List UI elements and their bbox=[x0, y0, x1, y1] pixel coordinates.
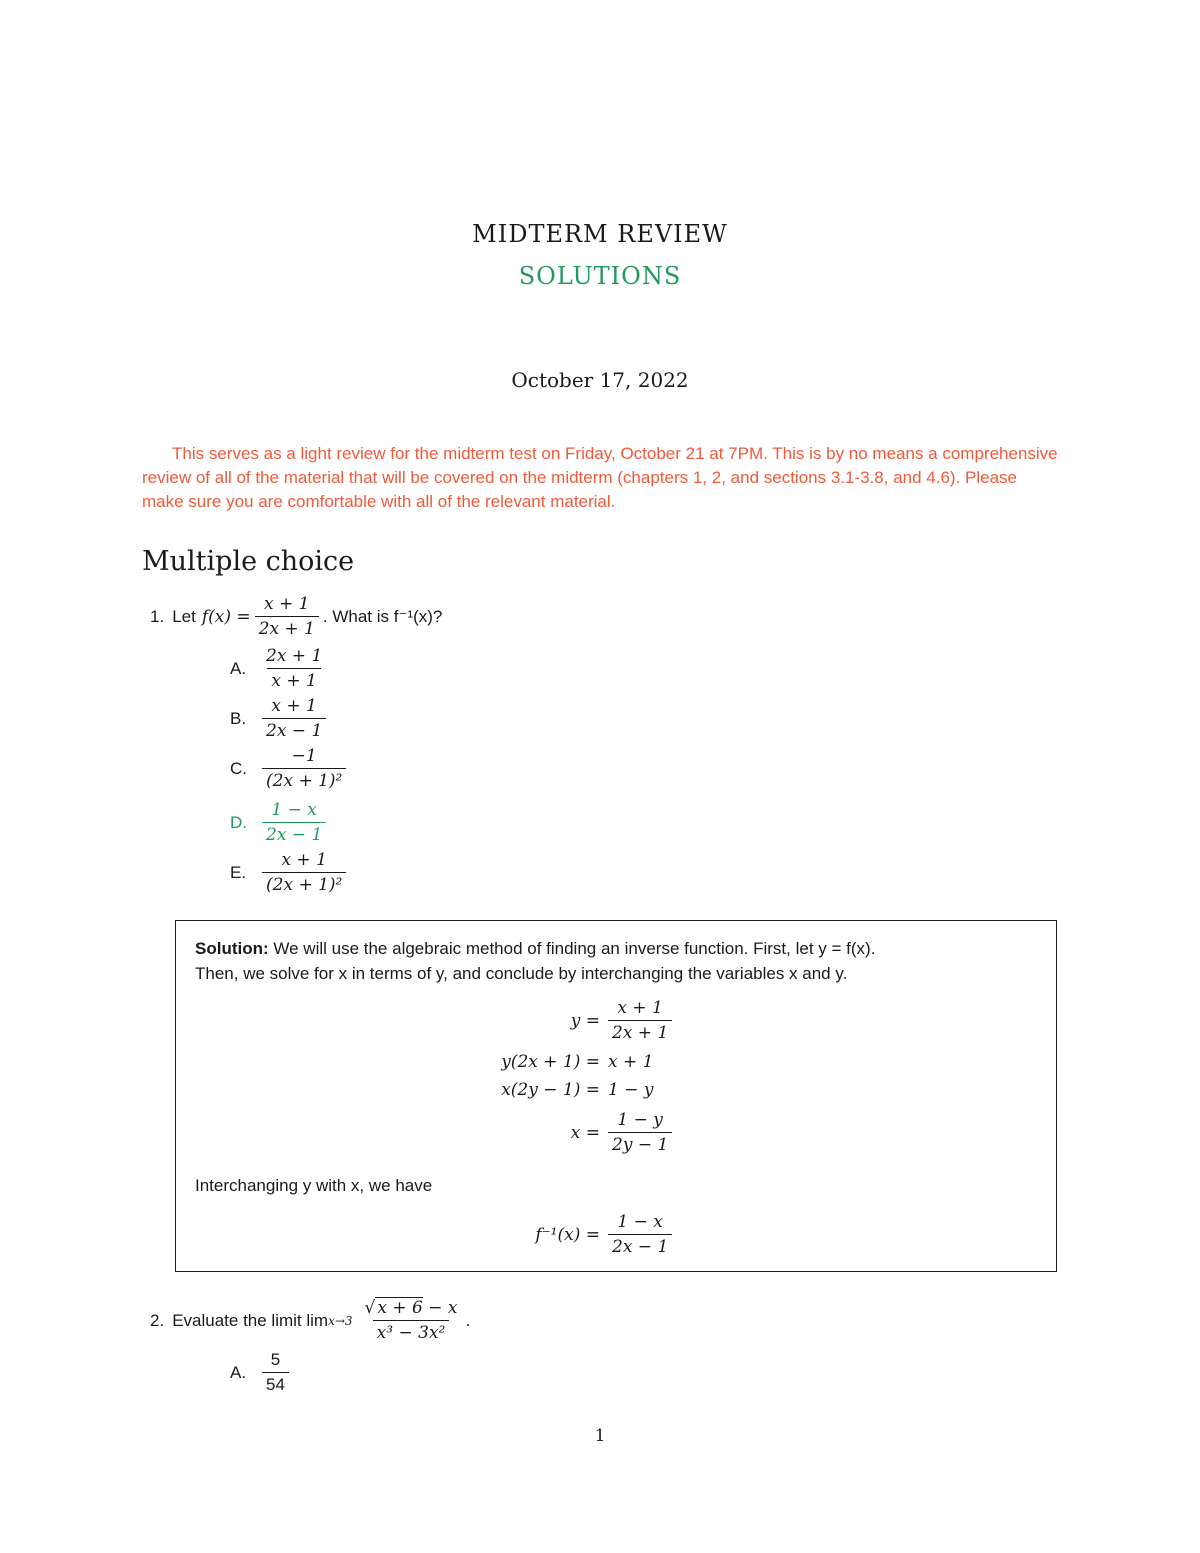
option-label: A. bbox=[230, 658, 247, 678]
fraction-denominator: 54 bbox=[262, 1372, 289, 1395]
question-fraction bbox=[255, 594, 319, 639]
fraction-numerator: x + 1 bbox=[281, 850, 327, 870]
solution-equation-2 bbox=[490, 1052, 653, 1072]
option-d-correct[interactable] bbox=[230, 800, 330, 845]
equation-fraction bbox=[608, 998, 672, 1043]
equation-lhs: x(2y − 1) = bbox=[501, 1080, 600, 1100]
equation-lhs: y(2x + 1) = bbox=[501, 1052, 600, 1072]
solution-interchange-text: Interchanging y with x, we have bbox=[195, 1176, 433, 1195]
fraction-numerator: 1 − x bbox=[617, 1212, 663, 1232]
document-title: MIDTERM REVIEW bbox=[472, 220, 728, 248]
fraction-numerator: x + 1 bbox=[271, 696, 317, 716]
solution-equation-1 bbox=[490, 998, 676, 1043]
option-fraction bbox=[262, 696, 326, 741]
question-tail: . What is f⁻¹(x)? bbox=[322, 606, 443, 626]
q2-option-a[interactable] bbox=[230, 1350, 293, 1395]
question-lead: Evaluate the limit lim bbox=[172, 1310, 329, 1330]
option-fraction bbox=[262, 1350, 289, 1395]
equation-lhs: x = bbox=[570, 1122, 600, 1143]
question-number: 2. bbox=[150, 1310, 165, 1330]
fraction-denominator: 2x − 1 bbox=[608, 1234, 672, 1257]
solution-text: We will use the algebraic method of finding an inverse function. First, let y = f(x). bbox=[268, 939, 876, 958]
solution-equation-4 bbox=[490, 1110, 676, 1155]
fraction-denominator: (2x + 1)² bbox=[262, 768, 346, 791]
limit-subscript: x→3 bbox=[328, 1313, 353, 1328]
document-date: October 17, 2022 bbox=[511, 368, 689, 392]
fraction-denominator: 2x + 1 bbox=[255, 616, 319, 639]
question-function: f(x) = bbox=[201, 606, 251, 627]
question-tail: . bbox=[465, 1310, 471, 1330]
option-fraction bbox=[262, 746, 346, 791]
question-fraction bbox=[361, 1298, 462, 1343]
section-title: Multiple choice bbox=[142, 546, 355, 577]
solution-equation-3 bbox=[490, 1080, 653, 1100]
fraction-denominator: (2x + 1)² bbox=[262, 872, 346, 895]
question-1 bbox=[150, 594, 442, 639]
option-a[interactable] bbox=[230, 646, 330, 691]
option-e[interactable] bbox=[230, 850, 350, 895]
option-b[interactable] bbox=[230, 696, 330, 741]
option-c[interactable] bbox=[230, 746, 350, 791]
option-label: B. bbox=[230, 708, 247, 728]
fraction-numerator: 2x + 1 bbox=[266, 646, 323, 666]
fraction-denominator: 2x − 1 bbox=[262, 718, 326, 741]
option-fraction bbox=[262, 800, 326, 845]
equation-lhs: f⁻¹(x) = bbox=[535, 1224, 600, 1245]
solution-text-line-1 bbox=[195, 936, 1045, 961]
question-number: 1. bbox=[150, 606, 165, 626]
equation-rhs: x + 1 bbox=[608, 1052, 654, 1072]
option-fraction bbox=[262, 850, 346, 895]
solution-label: Solution: bbox=[195, 939, 269, 958]
solution-text-line-2: Then, we solve for x in terms of y, and conclude by interchanging the variables x and y. bbox=[195, 964, 848, 983]
option-label: A. bbox=[230, 1362, 247, 1382]
fraction-denominator: 2y − 1 bbox=[608, 1132, 672, 1155]
intro-paragraph: This serves as a light review for the midterm test on Friday, October 21 at 7PM. This is by no means a comprehensive review of all of the material that will be covered on the midterm (chapters 1, 2, and sections 3.1-3.8, and 4.6). Please make sure you are comfortable with all of the relevant material. bbox=[142, 444, 1058, 511]
page-number: 1 bbox=[594, 1426, 606, 1446]
fraction-numerator: x + 1 bbox=[264, 594, 310, 614]
question-2 bbox=[150, 1298, 470, 1343]
solution-final-equation bbox=[490, 1212, 676, 1257]
option-fraction bbox=[262, 646, 326, 691]
equation-fraction bbox=[608, 1110, 672, 1155]
equation-rhs: 1 − y bbox=[608, 1080, 654, 1100]
fraction-numerator: 1 − y bbox=[617, 1110, 663, 1130]
numerator-tail: − x bbox=[422, 1298, 458, 1318]
option-label: D. bbox=[230, 812, 247, 832]
question-lead: Let bbox=[172, 606, 196, 626]
fraction-denominator: 2x + 1 bbox=[608, 1020, 672, 1043]
option-label: C. bbox=[230, 758, 247, 778]
fraction-numerator: −1 bbox=[291, 746, 317, 766]
fraction-denominator: x + 1 bbox=[267, 668, 320, 691]
fraction-numerator: 1 − x bbox=[271, 800, 317, 820]
option-label: E. bbox=[230, 862, 247, 882]
fraction-denominator: x³ − 3x² bbox=[373, 1320, 450, 1343]
fraction-numerator: x + 1 bbox=[617, 998, 663, 1018]
fraction-numerator: 5 bbox=[270, 1350, 281, 1369]
equation-lhs: y = bbox=[570, 1010, 600, 1031]
equation-fraction bbox=[608, 1212, 672, 1257]
fraction-denominator: 2x − 1 bbox=[262, 822, 326, 845]
fraction-numerator: √ x + 6 − x bbox=[364, 1298, 458, 1318]
document-subtitle: SOLUTIONS bbox=[518, 262, 682, 290]
sqrt-radicand: x + 6 bbox=[377, 1298, 423, 1318]
